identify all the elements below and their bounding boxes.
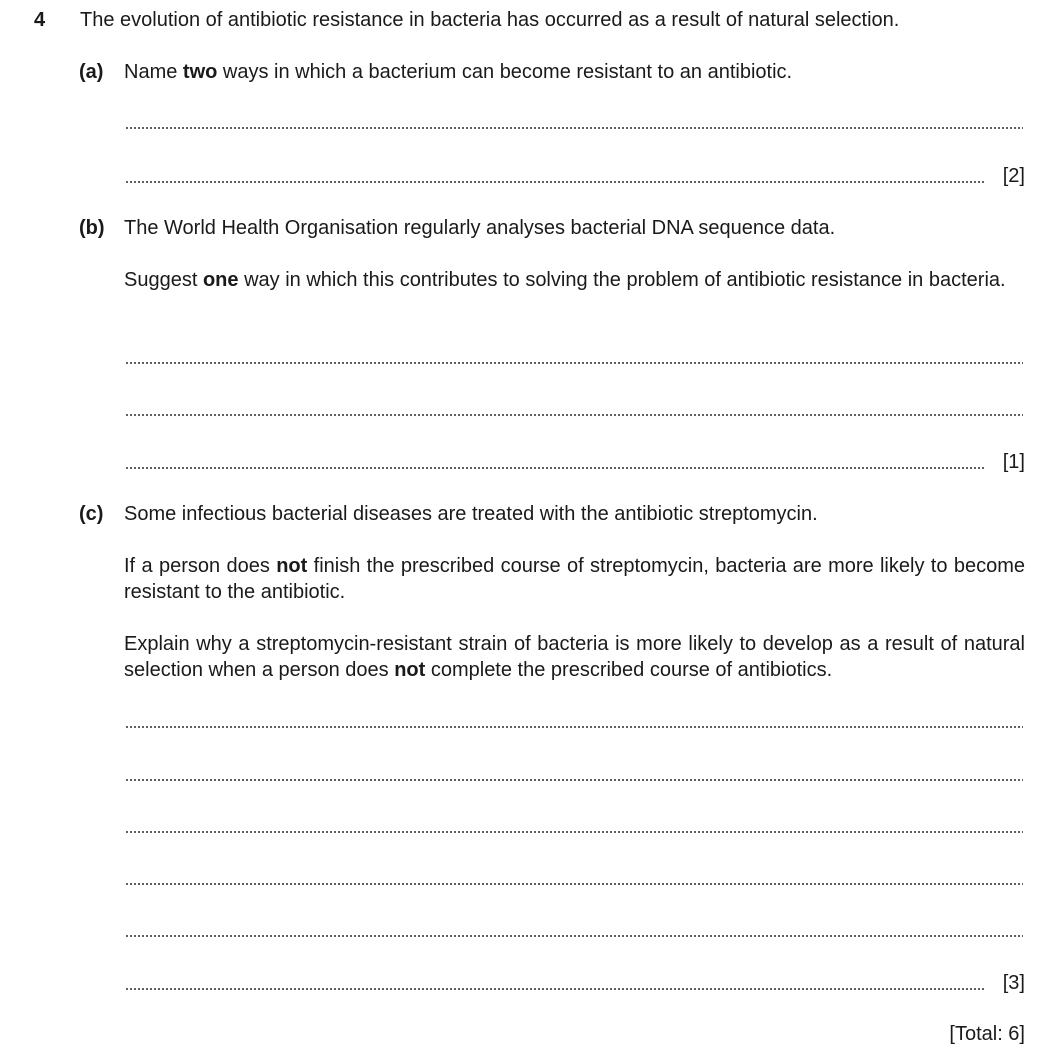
answer-line-a1[interactable]: [125, 127, 1023, 129]
answer-line-a2[interactable]: [125, 181, 985, 183]
part-c-label: (c): [79, 503, 104, 525]
answer-line-c4[interactable]: [125, 883, 1023, 885]
part-c-intro: Some infectious bacterial diseases are treated with the antibiotic streptomycin.: [124, 503, 818, 525]
answer-line-b3[interactable]: [125, 467, 985, 469]
answer-line-c1[interactable]: [125, 726, 1023, 728]
answer-line-c2[interactable]: [125, 779, 1023, 781]
part-c-question: Explain why a streptomycin-resistant strain of bacteria is more likely to develop as a result of natural selection when a person does not complete the prescribed course of antibiotics.: [124, 633, 1025, 681]
total-marks: [Total: 6]: [949, 1023, 1025, 1045]
part-c-marks: [3]: [1002, 972, 1025, 994]
question-number: 4: [34, 9, 46, 31]
part-a-question: Name two ways in which a bacterium can become resistant to an antibiotic.: [124, 61, 793, 83]
part-b-question: Suggest one way in which this contributes to solving the problem of antibiotic resistance in bacteria.: [124, 269, 1006, 291]
answer-line-b2[interactable]: [125, 414, 1023, 416]
part-a-marks: [2]: [1002, 165, 1025, 187]
answer-line-c3[interactable]: [125, 831, 1023, 833]
part-b-intro: The World Health Organisation regularly analyses bacterial DNA sequence data.: [124, 217, 836, 239]
part-b-marks: [1]: [1002, 451, 1025, 473]
part-c-paragraph-2: If a person does not finish the prescribed course of streptomycin, bacteria are more likely to become resistant to the antibiotic.: [124, 555, 1025, 603]
answer-line-c5[interactable]: [125, 935, 1023, 937]
part-b-label: (b): [79, 217, 105, 239]
part-a-label: (a): [79, 61, 104, 83]
answer-line-b1[interactable]: [125, 362, 1023, 364]
question-stem: The evolution of antibiotic resistance in bacteria has occurred as a result of natural selection.: [80, 9, 900, 31]
answer-line-c6[interactable]: [125, 988, 985, 990]
